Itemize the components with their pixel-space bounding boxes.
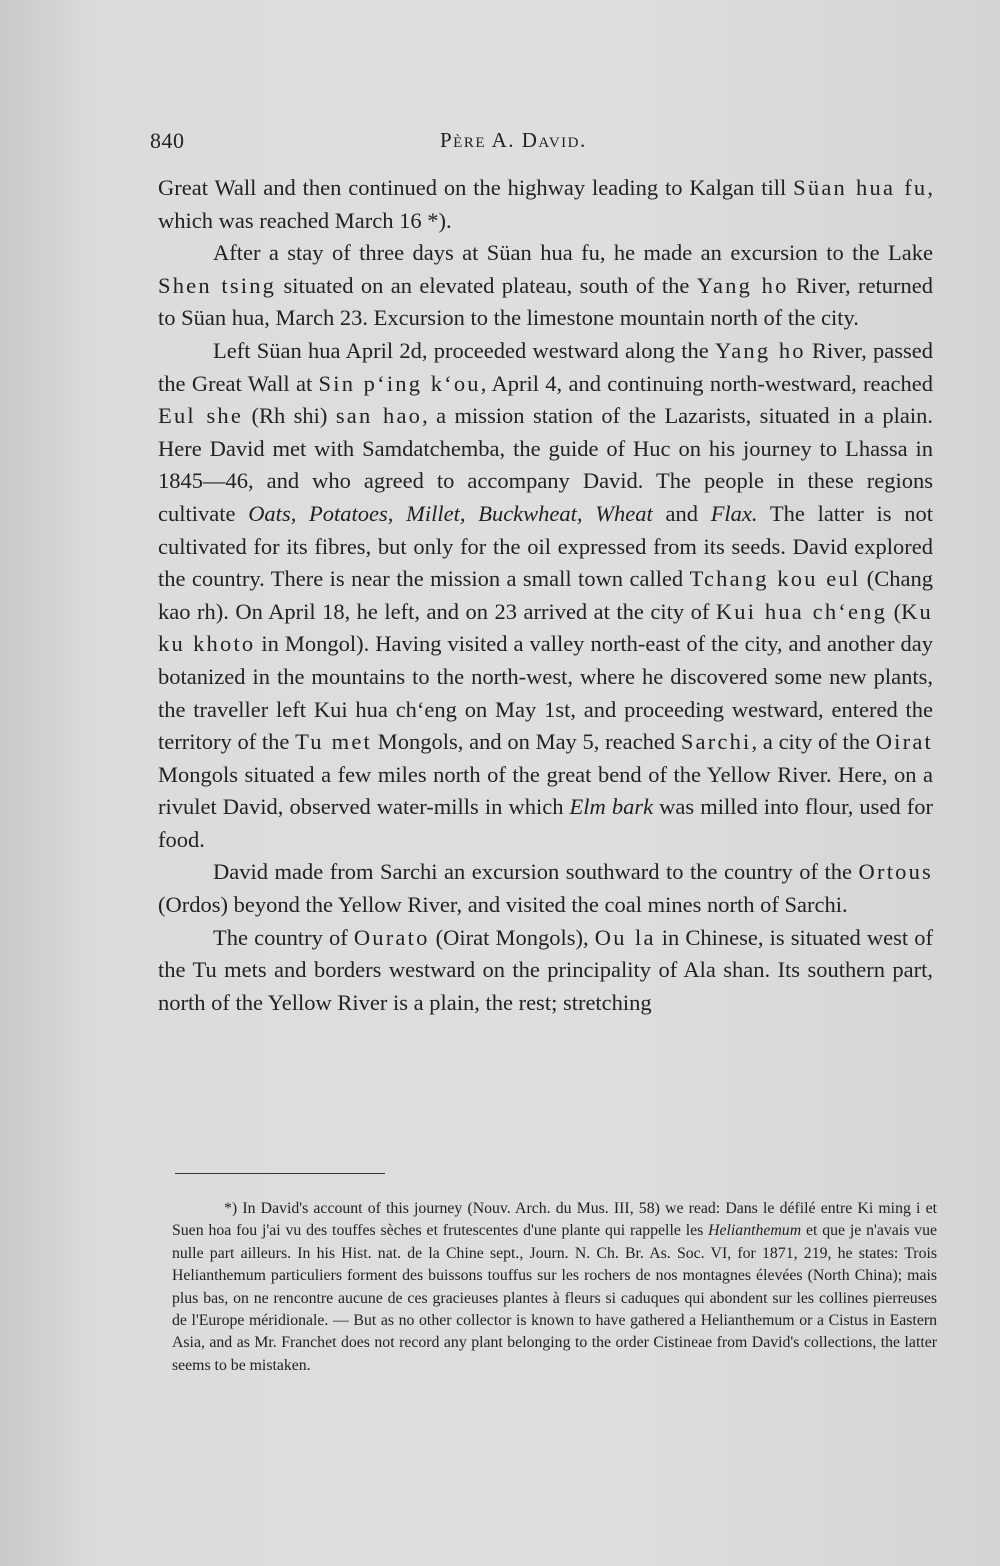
spaced-run: Ortous — [858, 859, 933, 885]
text-run: , April 4, and continuing north-westward, reached — [480, 370, 933, 396]
text-run: et que je n'avais vue nulle part ailleurs. In his Hist. nat. de la Chine sept., Journ. N. Ch. Br. As. Soc. VI, for 1871, 219, he states: Trois Helianthemum particuliers forment des buissons touffus sur les rochers de nos montagnes élevées (North China); mais plus bas, on ne rencontre aucune de ces gracieuses plantes à fleurs si caduques qui abondent sur les collines pierreuses de l'Europe méridionale. — But as no other collector is known to have gathered a Helianthemum or a Cistus in Eastern Asia, and as Mr. Franchet does not record any plant belonging to the order Cistineae from David's collections, the latter seems to be mistaken. — [172, 1222, 937, 1374]
paragraph — [158, 237, 933, 335]
spaced-run: san hao — [335, 403, 423, 429]
text-run: Mongols situated a few miles north of the great bend of the Yellow River. Here, on a rivulet David, observed water-mills in which — [158, 761, 933, 820]
text-run: Great Wall and then continued on the highway leading to Kalgan till — [158, 175, 794, 200]
text-run: ( — [887, 598, 902, 624]
text-run: River, returned to Süan hua, March 23. Excursion to the limestone mountain north of the city. — [158, 272, 933, 331]
text-run: was milled into flour, used for food. — [158, 794, 933, 852]
text-run: and — [652, 500, 711, 526]
running-title: Père A. David. — [440, 128, 587, 152]
text-run: , a city of the — [751, 729, 876, 755]
paragraph — [158, 922, 933, 1020]
text-run: *) In David's account of this journey (Nouv. Arch. du Mus. III, 58) we read: Dans le défilé entre Ki ming i et Suen hoa fou j'ai vu des touffes sèches et frutescentes d'une plante qui rappelle les — [172, 1200, 937, 1240]
text-run: in Chinese, is situated west of the Tu mets and borders westward on the principality of Ala shan. Its southern part, north of the Yellow River is a plain, the rest; stretching — [158, 924, 933, 1015]
text-run: (Chang kao rh). On April 18, he left, and on 23 arrived at the city of — [158, 566, 933, 624]
page-header — [150, 128, 940, 164]
spaced-run: Süan hua fu — [793, 175, 928, 200]
text-run: The latter is not cultivated for its fibres, but only for the oil expressed from its seeds. David explored the country. There is near the mission a small town called — [158, 500, 933, 592]
page-number: 840 — [150, 128, 185, 153]
spaced-run: Sin p‘ing k‘ou — [318, 370, 481, 396]
main-text — [158, 172, 933, 1019]
text-run: After a stay of three days at Süan hua fu, he made an excursion to the Lake — [213, 240, 933, 266]
text-run: (Rh shi) — [243, 403, 336, 429]
spaced-run: Ourato — [353, 924, 430, 950]
text-run: , which was reached March 16 *). — [158, 175, 933, 233]
text-run: (Oirat Mongols), — [429, 924, 595, 950]
text-run: Mongols, and on May 5, reached — [372, 729, 681, 755]
text-run: situated on an elevated plateau, south of the — [276, 272, 697, 298]
spaced-run: Yang ho — [715, 337, 806, 363]
spaced-run: Ku ku khoto — [158, 598, 933, 657]
footnote-rule — [175, 1173, 385, 1174]
paragraph — [158, 172, 933, 237]
italic-run: Helianthemum — [708, 1222, 802, 1240]
paragraph — [158, 335, 933, 857]
text-run: River, passed the Great Wall at — [158, 337, 933, 396]
footnote — [172, 1198, 937, 1377]
spaced-run: Eul she — [158, 403, 244, 429]
text-run: Left Süan hua April 2d, proceeded westward along the — [213, 337, 716, 363]
footnote-text — [172, 1198, 937, 1377]
spaced-run: Yang ho — [696, 272, 789, 298]
italic-run: Oats, Potatoes, Millet, Buckwheat, Wheat — [248, 500, 653, 526]
italic-run: Flax. — [710, 500, 758, 526]
spaced-run: Tchang kou eul — [689, 566, 861, 592]
text-run: in Mongol). Having visited a valley north-east of the city, and another day botanized in the mountains to the north-west, where he discovered some new plants, the traveller left Kui hua ch‘eng on May 1st, and proceeding westward, entered the territory of the — [158, 631, 933, 755]
text-run: The country of — [213, 924, 354, 950]
paragraph — [158, 856, 933, 921]
spaced-run: Kui hua ch‘eng — [715, 598, 888, 624]
spaced-run: Ou la — [594, 924, 656, 950]
text-run: (Ordos) beyond the Yellow River, and visited the coal mines north of Sarchi. — [158, 892, 848, 918]
text-run: David made from Sarchi an excursion southward to the country of the — [213, 859, 859, 885]
spaced-run: Sarchi — [680, 729, 752, 755]
text-run: , a mission station of the Lazarists, situated in a plain. Here David met with Samdatchemba, the guide of Huc on his journey to Lhassa in 1845—46, and who agreed to accompany David. The people in these regions cultivate — [158, 403, 934, 526]
spaced-run: Oirat — [875, 729, 933, 755]
italic-run: Elm bark — [569, 794, 654, 820]
spaced-run: Tu met — [295, 729, 373, 755]
spaced-run: Shen tsing — [158, 272, 277, 298]
